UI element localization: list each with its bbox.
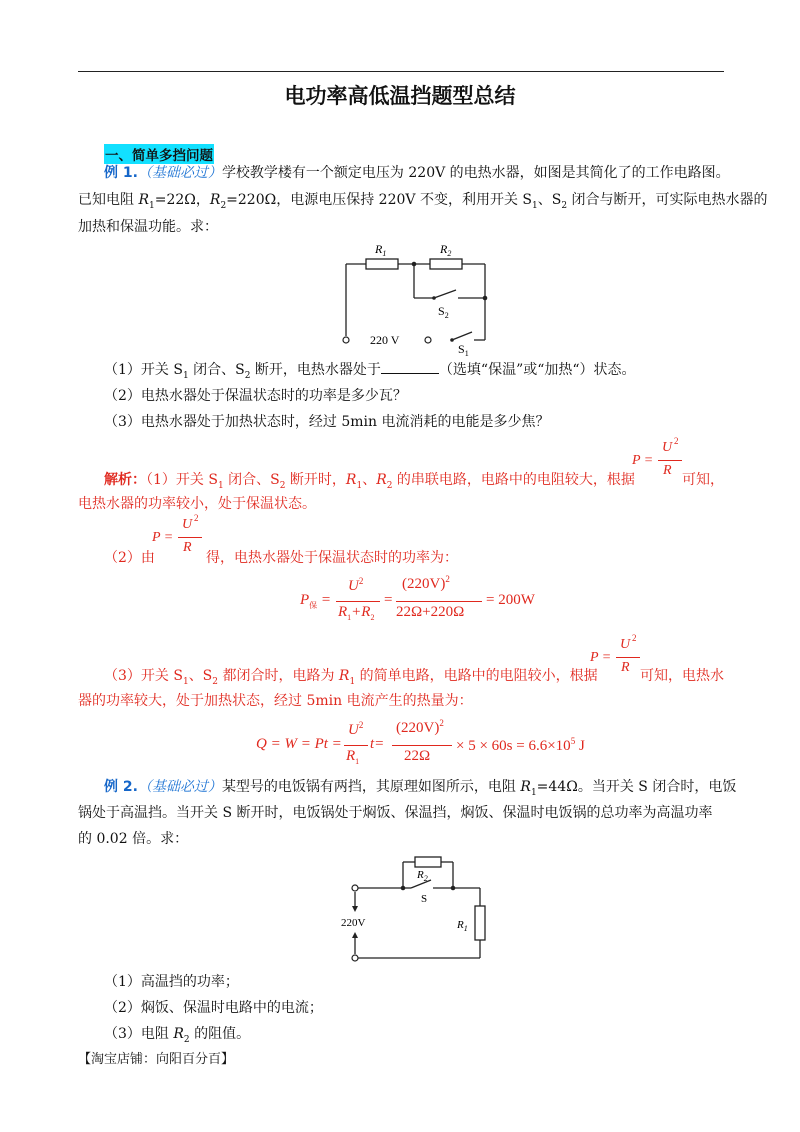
resistor-r1-symbol	[366, 259, 398, 269]
sol1-line1: 解析：（1）开关 $S_1$ 闭合、$S_2$ 断开时，$R_1$、$R_2$ 的串联电路，电路中的电阻较大，根据	[104, 472, 635, 491]
svg-text:R2: $R_2$	[440, 242, 452, 258]
sol1-part2: （2）由	[104, 550, 155, 566]
ex2-line1: 例 2.（基础必过）某型号的电饭锅有两挡，其原理如图所示，电阻 $R_1=44\Omega$。当开关 S 闭合时，电饭	[104, 779, 737, 798]
ex1-q3: （3）电热水器处于加热状态时，经过 5min 电流消耗的电能是多少焦？	[104, 414, 550, 430]
ex1-q2: （2）电热水器处于保温状态时的功率是多少瓦？	[104, 388, 407, 404]
ex1-label: 例 1.	[104, 165, 138, 181]
ex1-line3: 加热和保温功能。求：	[78, 219, 218, 235]
sol1-line2: 电热水器的功率较小，处于保温状态。	[78, 496, 316, 512]
top-rule	[78, 71, 724, 72]
formula-p-u2-r-3: P = U 2 R	[590, 637, 642, 681]
ex1-line1: 例 1.（基础必过）学校教学楼有一个额定电压为 220V 的电热水器，如图是其简化了的工作电路图。	[104, 165, 730, 181]
equation-power-keep-warm: $P_保$ = $U^2$ $R_1+R_2$ = $(220V)^2$ 22Ω+220Ω = 200W	[300, 574, 535, 622]
circuit-diagram-2	[335, 848, 505, 964]
equation-heat: Q = W = Pt = $U^2$ $R_1$ t= $(220V)^2$ 22Ω × $5 \times 60s = 6.6\times 10^5$ J	[256, 718, 585, 766]
switch-s2-symbol	[434, 290, 456, 298]
section-heading: 一、简单多挡问题	[104, 144, 214, 164]
answer-blank	[381, 361, 439, 374]
formula-p-u2-r-1: P = U 2 R	[632, 440, 684, 484]
svg-text:S: S	[421, 893, 428, 905]
ex1-tag: （基础必过）	[137, 165, 222, 181]
ex2-line3: 的 0.02 倍。求：	[78, 831, 189, 847]
svg-text:R2: $R_2$	[417, 869, 428, 883]
resistor-r1-symbol	[475, 906, 485, 940]
ex1-line2: 已知电阻 $R_1=22\Omega$，$R_2=220\Omega$，电源电压保持 220V 不变，利用开关 $S_1$、$S_2$ 闭合与断开，可实际电热水器的	[78, 192, 768, 211]
svg-text:S1: $S_1$	[458, 342, 469, 358]
switch-s1-symbol	[452, 332, 472, 340]
circuit-diagram-1	[330, 240, 500, 358]
ex2-label: 例 2.	[104, 779, 138, 795]
footer-shop: 【淘宝店铺：向阳百分百】	[78, 1052, 235, 1067]
sol1-part3: （3）开关 $S_1$、$S_2$ 都闭合时，电路为 $R_1$ 的简单电路，电路中的电阻较小，根据	[104, 668, 598, 687]
sol1-part3-line2: 器的功率较大，处于加热状态，经过 5min 电流产生的热量为：	[78, 693, 473, 709]
ex1-q1: （1）开关 $S_1$ 闭合、$S_2$ 断开，电热水器处于 （选填“保温”或“加热“）状态。	[104, 362, 636, 381]
page-title: 电功率高低温挡题型总结	[284, 84, 516, 108]
ex2-q3: （3）电阻 $R_2$ 的阻值。	[104, 1026, 251, 1045]
ex2-line2: 锅处于高温挡。当开关 S 断开时，电饭锅处于焖饭、保温挡，焖饭、保温时电饭锅的总功率为高温功率	[78, 805, 713, 821]
formula-p-u2-r-2: P = U 2 R	[152, 517, 204, 561]
ex2-q1: （1）高温挡的功率；	[104, 974, 239, 990]
resistor-r2-symbol	[415, 857, 441, 867]
svg-text:S2: $S_2$	[438, 304, 449, 320]
switch-s-symbol	[411, 880, 431, 888]
ex2-tag: （基础必过）	[137, 779, 222, 795]
svg-text:R1: $R_1$	[457, 919, 468, 933]
resistor-r2-symbol	[430, 259, 462, 269]
svg-text:R1: $R_1$	[375, 242, 387, 258]
solution-label: 解析：	[104, 472, 146, 488]
source-label: 220 V	[370, 333, 400, 347]
source-label-2: 220V	[341, 917, 366, 929]
terminal-right	[425, 337, 431, 343]
ex2-q2: （2）焖饭、保温时电路中的电流；	[104, 1000, 323, 1016]
terminal-left	[343, 337, 349, 343]
